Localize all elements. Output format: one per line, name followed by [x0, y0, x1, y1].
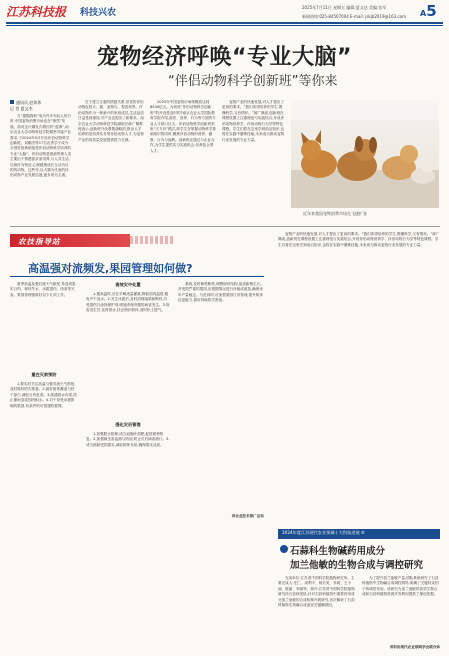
section-name: 科技兴农	[80, 8, 117, 18]
sidebar-column-2: 1.遇高温时,应在早晚适量灌溉,降低园内温度,避免中午浇水。2.发生冰雹后,及时清理落果和断枝,对受损伤口涂抹保护剂,喷施杀菌剂预防病害发生。3.涝害发生后,及时排水,扶正倒伏树体,适时松土透气。	[86, 292, 170, 313]
article-column-3: 2025年中国宠物市场规模将达到6540亿元。为何说“伴侣动物科学创新班”的开设是及时的?南京农业大学国际教育学院介绍,兽医、营养、行为等方面的专业人才缺口巨大。伴侣动物科学创新班采取“夫方向”模式,即学生在掌握动物科学基础知识的同时,聚焦伴侣动物的营养、健康、行为与福利。创新班还通过与企业合作,为学生提供实习实践机会,培养复合型人才。	[150, 100, 216, 153]
sidebar-column-3: 系统,及时修剪断枝,调整树体结构,促进新梢生长。对受损严重的果园,应根据情况进行补植或改造,确保来年产量稳定。与此同时,应加强果园日常管理,提升树体抗逆能力,做好持续防灾准备。	[178, 282, 264, 303]
prize-column-2: 为了提升加兰他敏产量,团队系统研究了石蒜科植物中生物碱合成调控网络,明确了关键转录因子的调控作用。该研究为加兰他敏的高效生物合成和石蒜科植物资源开发利用提供了理论依据。	[362, 576, 439, 597]
page-prefix: A	[420, 9, 427, 18]
pets-photo-illustration	[291, 100, 439, 208]
sidebar-heading-during: 高效灾中处置	[115, 282, 141, 287]
photo-caption: 近年来我国宠物消费市场在飞速扩张	[303, 211, 367, 216]
sidebar-source: 省农业技术推广总站	[231, 514, 264, 518]
sidebar-column-2b: 1.加强肥水管理,适当追施叶面肥,促进树势恢复。2.加强病虫害监测与防治,防止灾后病害流行。3.适当疏除受损果实,减轻树体负担,确保果实品质。	[86, 432, 170, 447]
newspaper-logo: 江苏科技报	[6, 5, 67, 19]
column-tag: 农技指导站	[18, 237, 61, 246]
contact-info: 新闻热线:025-84507004 E-mail: jskjb2019@163.com	[302, 14, 407, 19]
sidebar-column-1: 夏季高温及强对流天气频发,易造成果实日灼、树体失水、冰雹损伤、涝害等灾害。果园管理需做好以下几项工作。	[10, 282, 76, 297]
issue-date: 2025年7月11日 星期五 编辑:夏文达 美编:张军	[302, 5, 387, 10]
article-photo	[291, 100, 439, 208]
page-number-value: 5	[426, 2, 437, 20]
sidebar-heading-prevent: 重在灭前预防	[31, 372, 57, 377]
prize-title-line-2: 加兰他敏的生物合成与调控研究	[290, 560, 424, 571]
page-number	[420, 2, 437, 20]
article-column-1: 当“猫猫狗狗”成为许多年轻人的日常,中国宠物消费市场也在“悄然”发展。面对这片爆发式增长的“蓝海”,南京农业大学动物科技学院紧密对接产业需求,于2024年9月开设伴侣动物科学创新班。刘鹏杰等17名优秀学子成为全国首批系统接受伴侣动物科学培养的专业“大脑”。伴侣动物是指那些被人类主要出于情感需求而饲养,与人共生活,以相伴为特征,心理健康成长互动为目的的动物。这些年,以犬猫为代表的伴侣动物产业发展迅速,逐步成为主流。	[10, 114, 72, 178]
prize-title-line-1: 石蒜科生物碱药用成分	[290, 546, 386, 557]
byline-author: 记 者 夏文杰	[10, 106, 33, 111]
main-headline: 宠物经济呼唤“专业大脑”	[97, 45, 352, 70]
main-subhead: “伴侣动物科学创新班”等你来	[168, 74, 338, 89]
sidebar-heading-after: 强化灾后管理	[115, 422, 141, 427]
byline-marker-icon	[10, 100, 14, 104]
page-header	[0, 0, 449, 38]
section-divider	[10, 226, 440, 227]
prize-column-1: 完成单位:江苏省中国科学院植物研究所。主要完成人:庄仁、周利平、杨宏美、乔莉、王小丽、陈丽、李丽等。简介:江苏省中国科学院植物研究所石蒜科团队,针对石蒜科植物中重要药用成分加兰他敏的合成机制开展研究,首次解析了石蒜科植物生物碱合成途径关键酶基因。	[278, 576, 355, 608]
header-rule	[6, 22, 443, 24]
article-column-4: 宠物产业的快速发展,对人才提出了更高的要求。“我们希望培养的学生,既懂科学,又有情怀。”薛广佩说,创新班在课程设置上注重理论与实践结合,开设伴侣动物营养学、伴侣动物行为学等特色课程。学生们将在这里学到前沿知识,也将在实践中磨炼技能,未来成为推动宠物行业发展的专业力量。	[222, 100, 285, 142]
byline-reporter: 通讯员 赵玮玮	[16, 100, 42, 105]
series-banner-text: 2024年度江苏现代农业领域十大科技进展 ⑤	[282, 530, 365, 535]
article-continuation: 宠物产业的快速发展,对人才提出了更高的要求。“我们希望培养的学生,既懂科学,又有情怀。”薛广佩说,创新班在课程设置上注重理论与实践结合,开设伴侣动物营养学、伴侣动物行为学等特色课程。学生们将在这里学到前沿知识,也将在实践中磨炼技能,未来成为推动宠物行业发展的专业力量。	[278, 232, 440, 247]
header-rule-thin	[6, 25, 443, 26]
byline	[10, 100, 70, 112]
sidebar-title-rule	[10, 276, 264, 277]
sidebar-title: 高温强对流频发,果园管理如何做?	[28, 262, 193, 275]
bullet-icon	[280, 545, 288, 553]
sidebar-column-1b: 1.要实时关注高温与强对流天气预报,及时做好防灾准备。2.做好树体覆盖与枝干涂白,减轻日灼危害。3.疏通排水沟渠,防止暴雨造成园内积水。4.对于易受冰雹影响的果园,有条件的可搭建防雹网。	[10, 382, 77, 408]
banner-stripes	[130, 236, 174, 244]
prize-source: 省科协现代农业领域学会联合体	[389, 645, 440, 649]
article-column-2: 在于建立互惠的情感关系,常见的伴侣动物包括犬、猫、宠物鸟、观赏鱼等。伴侣动物作为一种新兴的家庭成员,生活品质日益受到重视,对产业也提出了新要求。南京农业大学动物科技学院副院长薛广佩教授表示,创新班开设尊敬战略的,推出人才培养的是培养实务型伴侣动物人才,为宠物产业的高质量发展提供智力支撑。	[78, 100, 144, 142]
